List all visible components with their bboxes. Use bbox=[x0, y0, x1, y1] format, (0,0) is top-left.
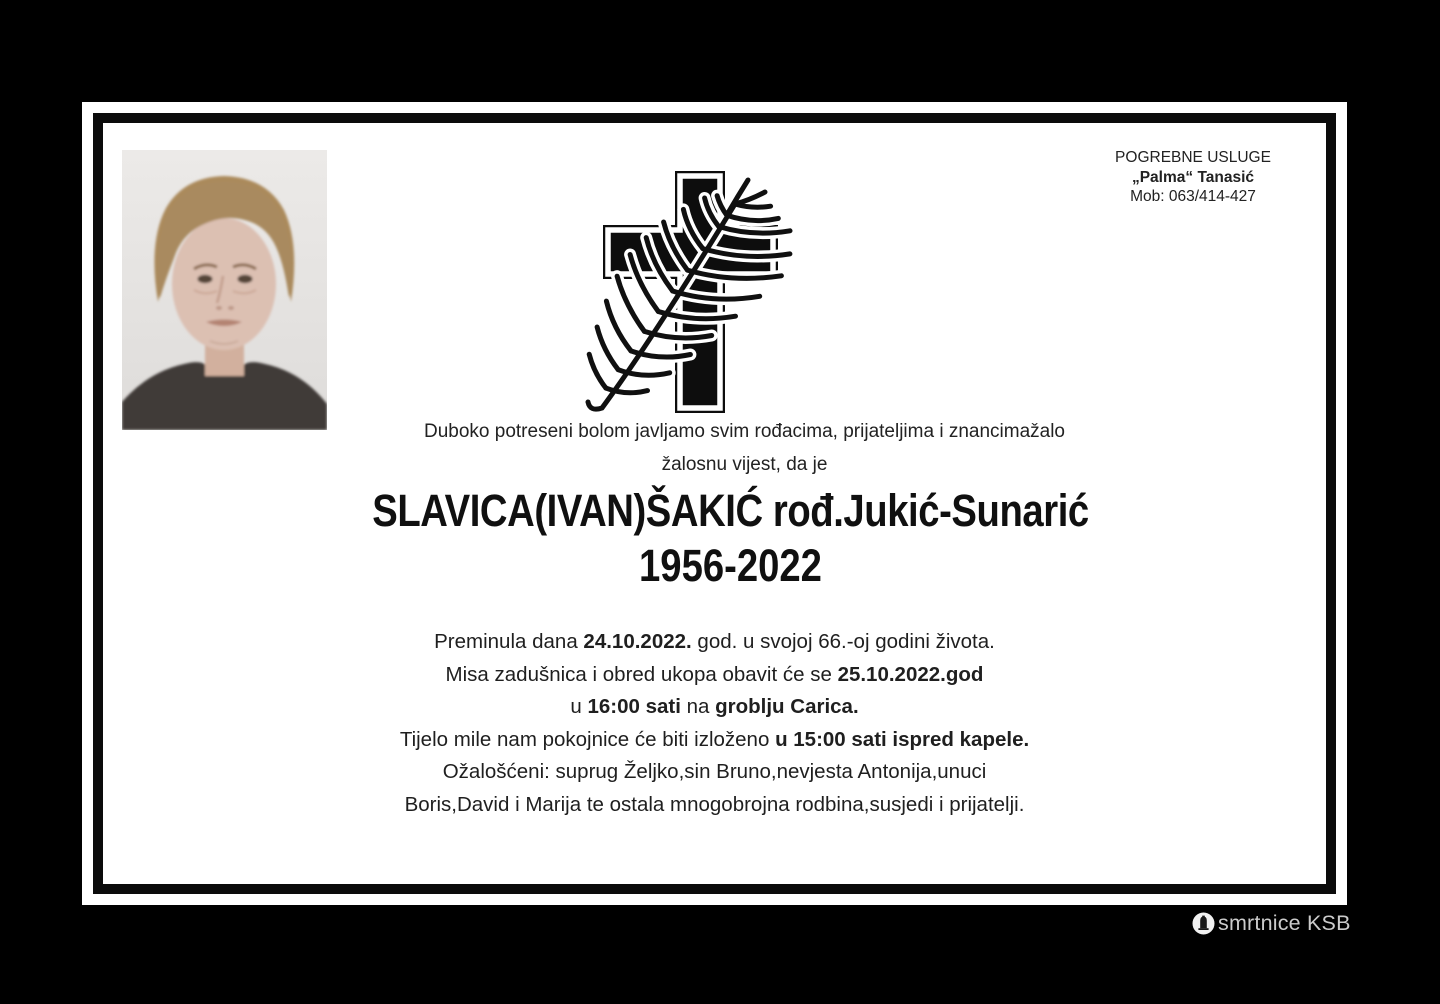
body-text-bold: 25.10.2022.god bbox=[837, 662, 984, 686]
intro-line-1: Duboko potreseni bolom javljamo svim rođacima, prijateljima i znancimažalo bbox=[424, 421, 1065, 442]
body-line-2 bbox=[82, 659, 1347, 692]
body-text-bold: 16:00 sati bbox=[587, 695, 681, 719]
portrait-illustration bbox=[122, 150, 327, 430]
cross-and-palm-icon bbox=[580, 168, 820, 413]
body-text: Tijelo mile nam pokojnice će biti izloženo bbox=[399, 727, 776, 751]
body-line-3 bbox=[82, 691, 1347, 724]
provider-phone: Mob: 063/414-427 bbox=[1130, 188, 1256, 205]
site-watermark bbox=[1192, 911, 1351, 936]
cross-palm-illustration bbox=[580, 168, 820, 413]
deceased-photo bbox=[122, 150, 327, 430]
life-years: 1956-2022 bbox=[639, 540, 822, 591]
tombstone-icon bbox=[1192, 912, 1215, 935]
body-line-6 bbox=[82, 789, 1347, 822]
body-text: na bbox=[680, 695, 716, 719]
body-line-4 bbox=[82, 724, 1347, 757]
watermark-text: smrtnice KSB bbox=[1218, 911, 1351, 935]
body-text: Preminula dana bbox=[434, 630, 584, 653]
provider-brand: „Palma“ Tanasić bbox=[1131, 168, 1255, 186]
body-text: Ožalošćeni: suprug Željko,sin Bruno,nevjesta Antonija,unuci bbox=[442, 760, 987, 784]
body-text: u bbox=[570, 695, 588, 719]
intro-line-2: žalosnu vijest, da je bbox=[661, 454, 828, 475]
deceased-name: SLAVICA(IVAN)ŠAKIĆ rođ.Jukić-Sunarić bbox=[372, 485, 1089, 536]
body-text: Misa zadušnica i obred ukopa obavit će se bbox=[445, 662, 838, 686]
body-text-bold: groblju Carica. bbox=[715, 695, 859, 719]
obituary-card bbox=[82, 102, 1347, 905]
notice-intro bbox=[112, 415, 1377, 481]
body-text-bold: u 15:00 sati ispred kapele. bbox=[775, 727, 1030, 751]
provider-title: POGREBNE USLUGE bbox=[1115, 149, 1271, 166]
funeral-provider-info bbox=[1043, 148, 1343, 207]
notice-body bbox=[82, 626, 1347, 822]
body-line-5 bbox=[82, 756, 1347, 789]
body-text: god. u svojoj 66.-oj godini života. bbox=[691, 630, 995, 653]
body-text: Boris,David i Marija te ostala mnogobrojna rodbina,susjedi i prijatelji. bbox=[404, 792, 1025, 816]
body-line-1 bbox=[82, 626, 1347, 659]
body-text-bold: 24.10.2022. bbox=[583, 630, 692, 653]
